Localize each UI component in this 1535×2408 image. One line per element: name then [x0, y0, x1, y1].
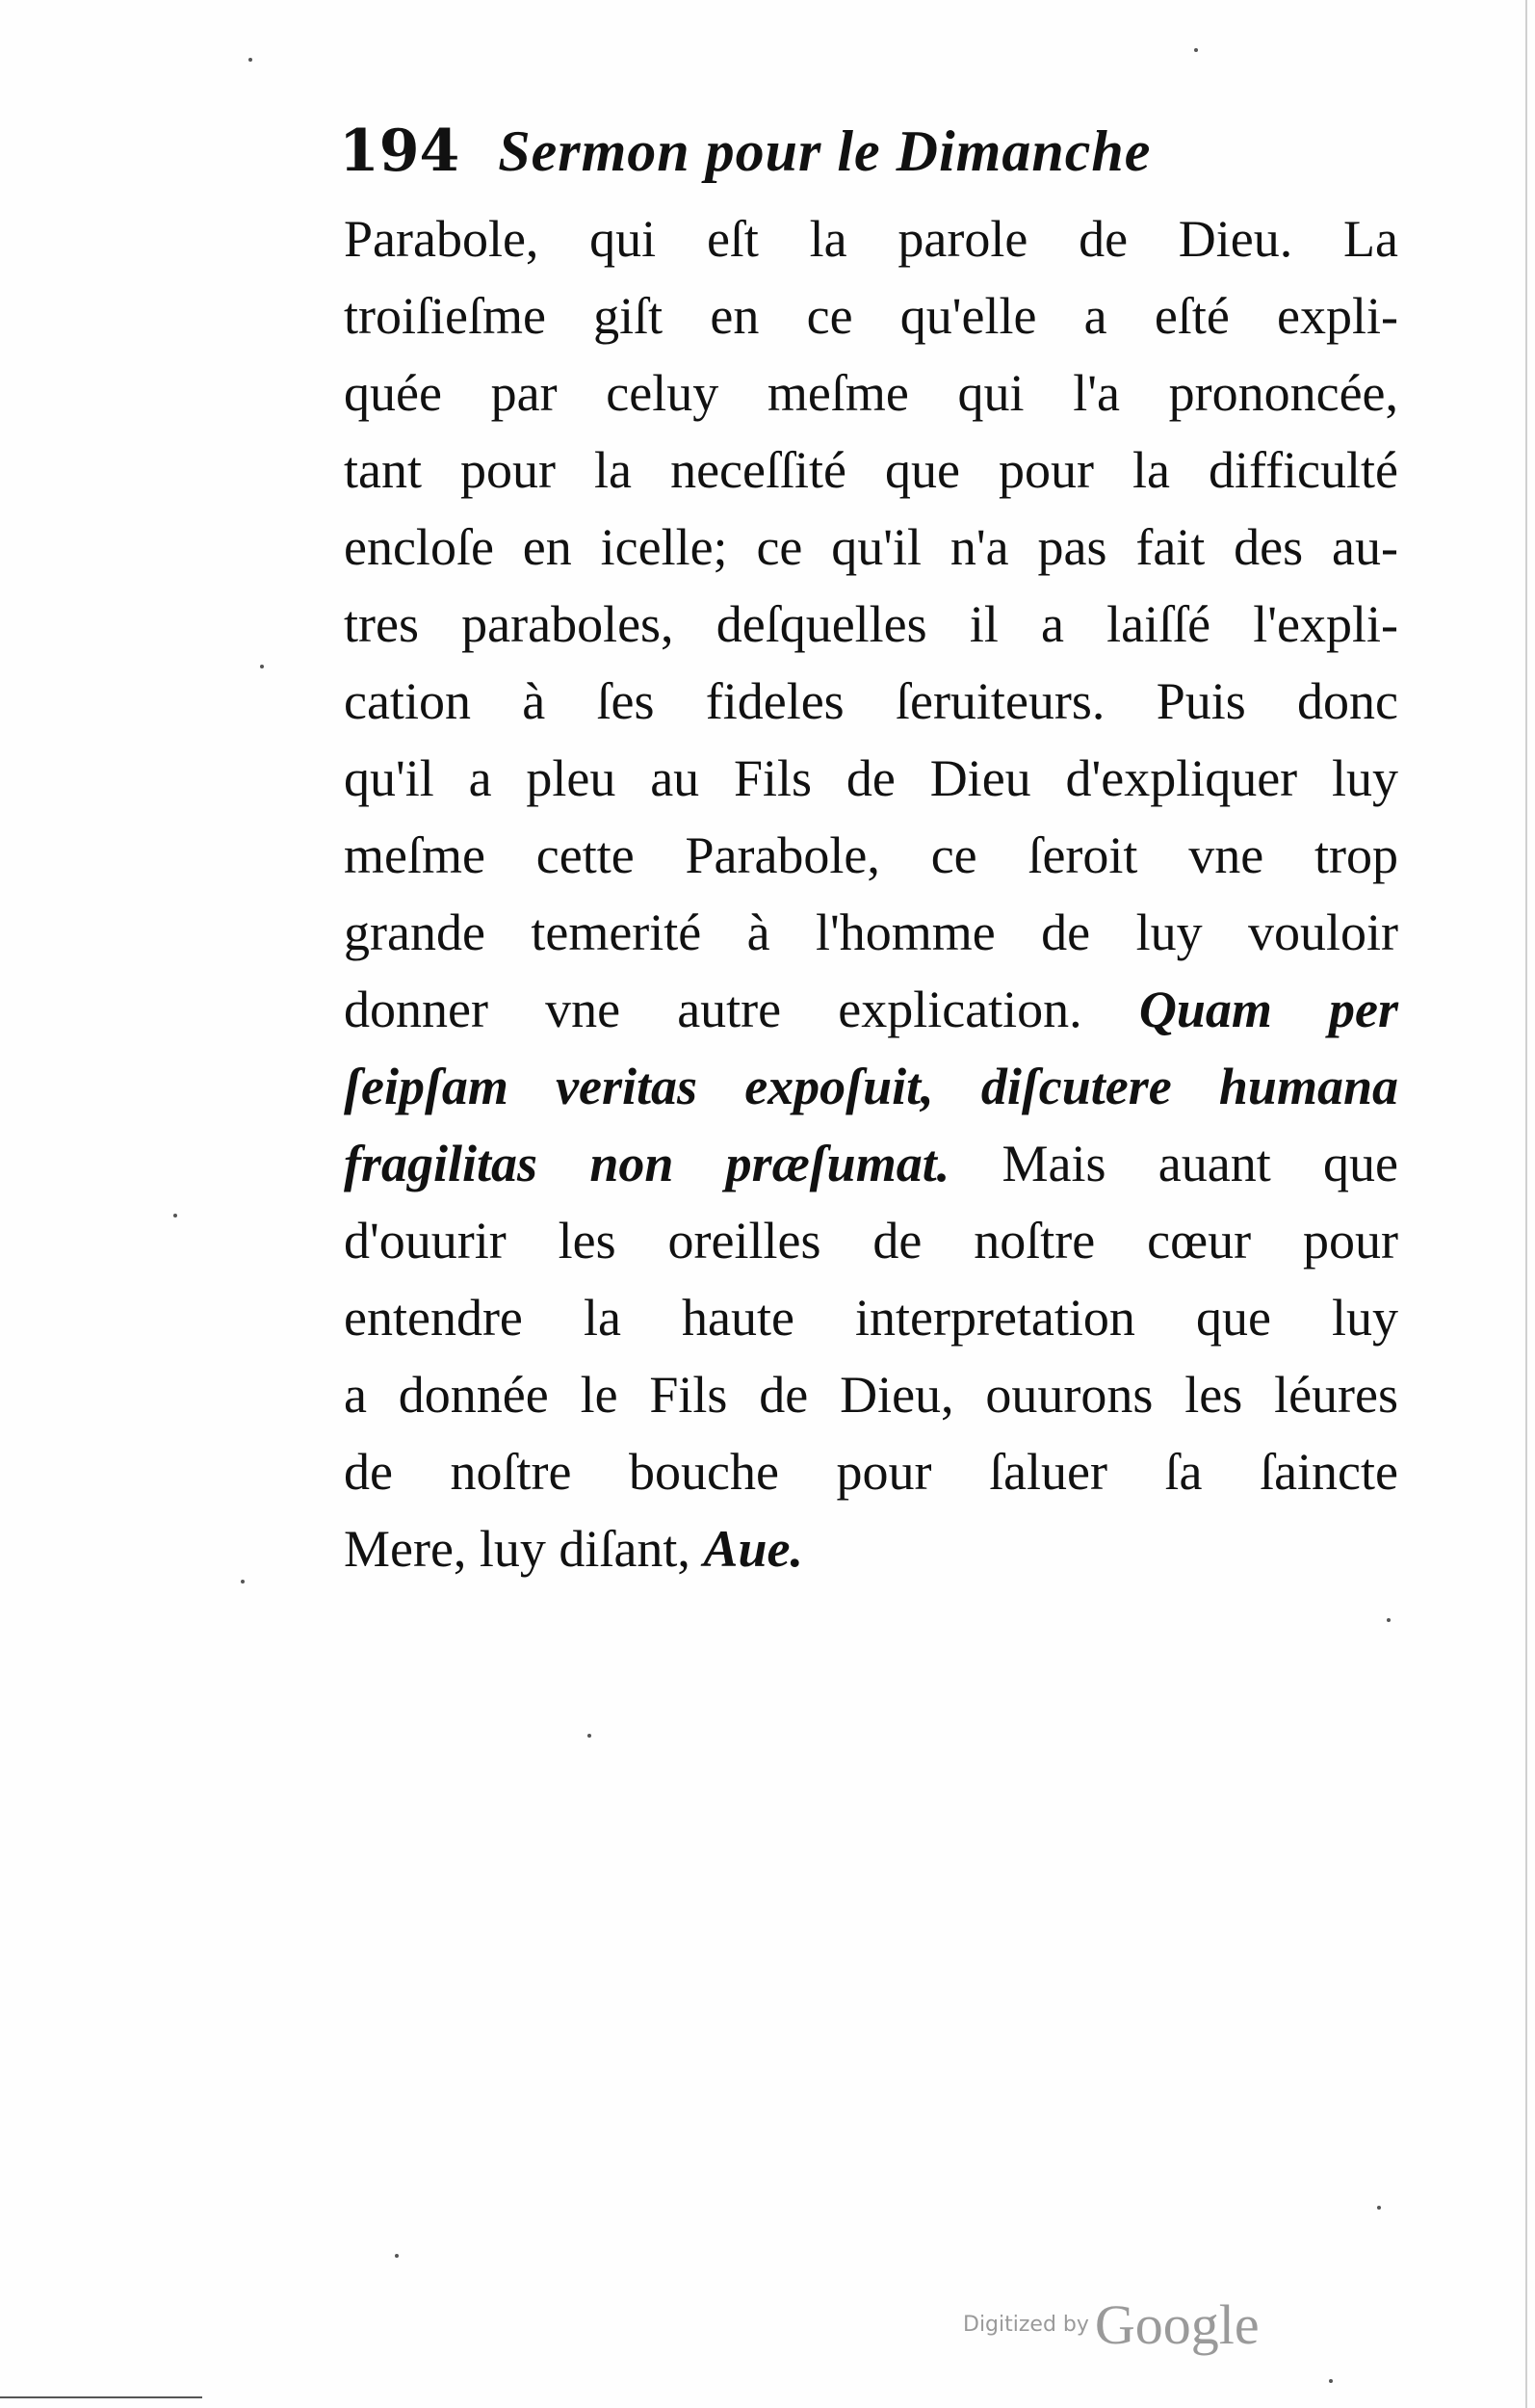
text-line-15: entendre la haute interpretation que luy — [344, 1289, 1398, 1347]
digitized-by-google-mark — [963, 2292, 1290, 2369]
ink-speck — [1194, 48, 1198, 52]
text-line-11-roman: donner vne autre explication. — [344, 981, 1082, 1038]
text-line-6: tres paraboles, deſquelles il a laiſſé l'expli- — [344, 595, 1398, 653]
ink-speck — [395, 2254, 399, 2258]
text-line-7: cation à ſes fideles ſeruiteurs. Puis donc — [344, 672, 1398, 730]
text-line-13 — [344, 1125, 1398, 1202]
ink-speck — [241, 1580, 245, 1584]
text-line-2: troiſieſme giſt en ce qu'elle a eſté expli- — [344, 287, 1398, 345]
running-title: Sermon pour le Dimanche — [498, 119, 1152, 183]
text-line-17: de noſtre bouche pour ſaluer ſa ſaincte — [344, 1443, 1398, 1501]
body-text — [344, 200, 1398, 1587]
latin-quote-line: ſeipſam veritas expoſuit, diſcutere humana — [344, 1058, 1398, 1115]
ink-speck — [587, 1734, 591, 1738]
google-label: Google — [1094, 2293, 1260, 2356]
text-line-10: grande temerité à l'homme de luy vouloir — [344, 903, 1398, 961]
text-line-11 — [344, 971, 1398, 1048]
digitized-label: Digitized by — [963, 2313, 1089, 2337]
ink-speck — [248, 58, 252, 62]
bottom-rule — [0, 2396, 202, 2398]
text-line-18 — [344, 1510, 1398, 1587]
latin-quote-start: Quam per — [1138, 981, 1399, 1038]
text-line-3: quée par celuy meſme qui l'a prononcée, — [344, 364, 1398, 422]
ave-word: Aue. — [703, 1520, 803, 1578]
text-line-8: qu'il a pleu au Fils de Dieu d'expliquer luy — [344, 749, 1398, 807]
text-line-14: d'ouurir les oreilles de noſtre cœur pour — [344, 1212, 1398, 1269]
ink-speck — [173, 1214, 177, 1217]
text-line-5: encloſe en icelle; ce qu'il n'a pas fait des au- — [344, 518, 1398, 576]
text-line-16: a donnée le Fils de Dieu, ouurons les léures — [344, 1366, 1398, 1424]
text-line-9: meſme cette Parabole, ce ſeroit vne trop — [344, 826, 1398, 884]
ink-speck — [1387, 1618, 1391, 1622]
page-number: 194 — [339, 118, 460, 185]
text-line-4: tant pour la neceſſité que pour la difficulté — [344, 441, 1398, 499]
running-head — [339, 108, 1225, 195]
text-line-13-roman: Mais auant que — [1002, 1135, 1399, 1192]
page-edge-line — [1525, 0, 1527, 2408]
ink-speck — [260, 665, 264, 668]
latin-quote-end: fragilitas non præſumat. — [344, 1135, 950, 1192]
ink-speck — [1329, 2379, 1333, 2383]
ink-speck — [1377, 2206, 1381, 2210]
text-line-1: Parabole, qui eſt la parole de Dieu. La — [344, 210, 1398, 268]
last-line-roman: Mere, luy diſant, — [344, 1520, 690, 1578]
